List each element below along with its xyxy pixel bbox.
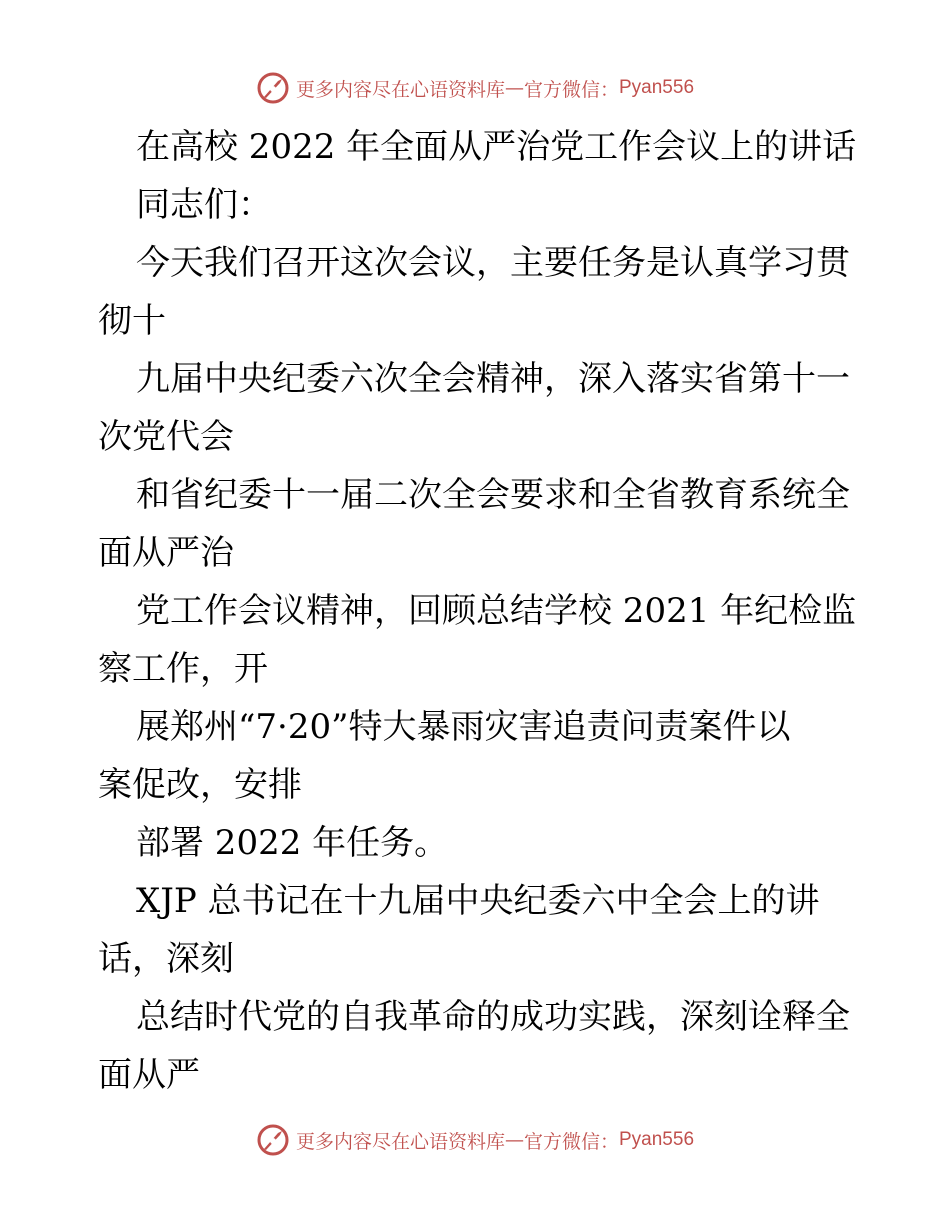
footer-banner — [0, 1120, 950, 1160]
paragraph-line: 和省纪委十一届二次全会要求和全省教育系统全 — [136, 475, 850, 515]
paragraph-line: 总结时代党的自我革命的成功实践，深刻诠释全 — [136, 997, 850, 1037]
paragraph-line: 面从严 — [98, 1055, 200, 1095]
paragraph-line: XJP 总书记在十九届中央纪委六中全会上的讲 — [136, 881, 820, 921]
document-title: 在高校 2022 年全面从严治党工作会议上的讲话 — [136, 127, 857, 167]
salutation: 同志们： — [136, 185, 272, 225]
paragraph-line: 党工作会议精神，回顾总结学校 2021 年纪检监 — [136, 591, 857, 631]
banner-brand-text: 更多内容尽在心语资料库 — [295, 78, 505, 101]
banner-brand-text: 更多内容尽在心语资料库 — [295, 1130, 505, 1153]
paragraph-line: 彻十 — [98, 301, 166, 341]
paragraph-line: 部署 2022 年任务。 — [136, 823, 449, 863]
paragraph-line: 今天我们召开这次会议，主要任务是认真学习贯 — [136, 243, 850, 283]
paragraph-line: 面从严治 — [98, 533, 234, 573]
paragraph-line: 九届中央纪委六次全会精神，深入落实省第十一 — [136, 359, 850, 399]
paragraph-line: 察工作，开 — [98, 649, 268, 689]
banner-separator: — — [504, 1129, 524, 1151]
banner-wechat-label: 官方微信： — [523, 1130, 619, 1153]
header-banner — [0, 68, 950, 108]
banner-separator: — — [504, 77, 524, 99]
paragraph-line: 展郑州“7·20”特大暴雨灾害追责问责案件以 — [136, 707, 791, 747]
banner-wechat-id: Pyan556 — [619, 1129, 695, 1150]
paragraph-line: 话，深刻 — [98, 939, 234, 979]
paragraph-line: 案促改，安排 — [98, 765, 302, 805]
paragraph-line: 次党代会 — [98, 417, 234, 457]
banner-wechat-label: 官方微信： — [523, 78, 619, 101]
quill-pen-logo-icon — [256, 1123, 290, 1157]
banner-wechat-id: Pyan556 — [619, 77, 695, 98]
quill-pen-logo-icon — [256, 71, 290, 105]
